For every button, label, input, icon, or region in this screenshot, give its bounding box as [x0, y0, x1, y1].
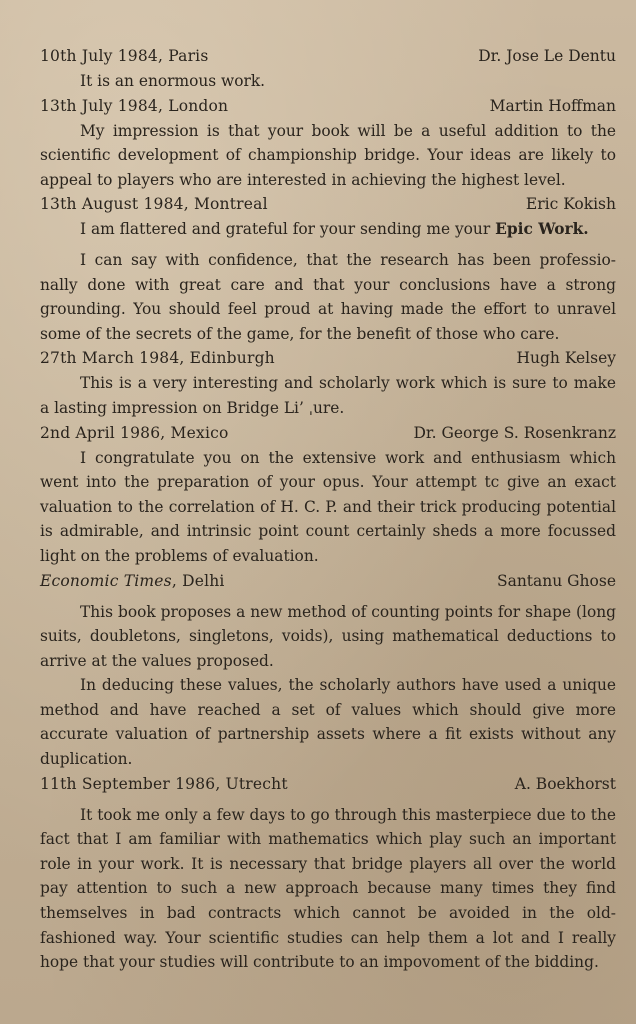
- testimonial-text: This is a very interesting and scholarly work which is sure to make a lasting impression on Bridge Li’ ˌure.: [40, 374, 616, 417]
- testimonial-author: Eric Kokish: [525, 195, 616, 214]
- testimonial-header: [40, 421, 616, 446]
- testimonial-text: I can say with confidence, that the research has been professio-nally done with great care and that your conclusions have a strong grounding. You should feel proud at having made the effort to unravel some of the secrets of the game, for the benefit of those who care.: [40, 250, 616, 343]
- testimonial-date: 27th March 1984, Edinburgh: [40, 349, 275, 368]
- testimonial-source: [40, 569, 225, 594]
- testimonial-text: It took me only a few days to go through this masterpiece due to the fact that I am familiar with mathematics which play such an important role in your work. It is necessary that bridge players all over the world pay attention to such a new approach because many times they find themselves in bad contracts which cannot be avoided in the old-fashioned way. Your scientific studies can help them a lot and I really hope that your studies will contribute to an impovoment of the bidding.: [40, 805, 616, 972]
- testimonial-text: My impression is that your book will be a useful addition to the scientific development of championship bridge. Your ideas are likely to appeal to players who are interested in achieving the highest level.: [40, 121, 616, 189]
- testimonial-text: [40, 217, 616, 242]
- testimonial-date: 11th September 1986, Utrecht: [40, 774, 288, 793]
- testimonial-header: [40, 44, 616, 69]
- testimonial-author: Hugh Kelsey: [516, 349, 616, 368]
- testimonial-le-dentu: [40, 44, 616, 94]
- testimonial-header: [40, 192, 616, 217]
- epic-work-emphasis: Epic Work.: [495, 220, 589, 239]
- testimonial-text: This book proposes a new method of counting points for shape (long suits, doubletons, singletons, voids), using mathematical deductions to arrive at the values proposed.: [40, 602, 616, 670]
- testimonial-author: Santanu Ghose: [496, 571, 616, 590]
- testimonial-header: [40, 569, 616, 594]
- testimonial-author: A. Boekhorst: [514, 774, 616, 793]
- testimonial-date: 2nd April 1986, Mexico: [40, 423, 229, 442]
- testimonial-date: 10th July 1984, Paris: [40, 47, 209, 65]
- testimonial-text: In deducing these values, the scholarly authors have used a unique method and have reached a set of values which should give more accurate valuation of partnership assets where a fit exists without any duplication.: [40, 676, 616, 769]
- testimonial-header: [40, 94, 616, 119]
- testimonial-rosenkranz: [40, 421, 616, 569]
- publication-city: , Delhi: [171, 571, 225, 590]
- testimonial-header: [40, 772, 616, 797]
- testimonial-boekhorst: [40, 772, 616, 975]
- testimonial-author: Dr. Jose Le Dentu: [478, 47, 616, 65]
- testimonial-ghose: [40, 569, 616, 772]
- testimonial-date: 13th July 1984, London: [40, 96, 229, 115]
- testimonial-text-lead: I am flattered and grateful for your sending me your: [80, 220, 491, 239]
- testimonial-date: 13th August 1984, Montreal: [40, 195, 268, 214]
- testimonial-header: [40, 346, 616, 371]
- testimonial-text: I congratulate you on the extensive work and enthusiasm which went into the preparation of your opus. Your attempt tc give an exact valuation to the correlation of H. C. P. and their trick producing potential is admirable, and intrinsic point count certainly sheds a more focussed light on the problems of evaluation.: [40, 448, 616, 565]
- publication-name: Economic Times: [40, 571, 172, 590]
- testimonial-kelsey: [40, 346, 616, 420]
- testimonial-hoffman: [40, 94, 616, 193]
- testimonial-author: Dr. George S. Rosenkranz: [413, 423, 616, 442]
- testimonial-text: It is an enormous work.: [80, 72, 266, 90]
- testimonial-author: Martin Hoffman: [489, 96, 616, 115]
- testimonial-kokish: [40, 192, 616, 346]
